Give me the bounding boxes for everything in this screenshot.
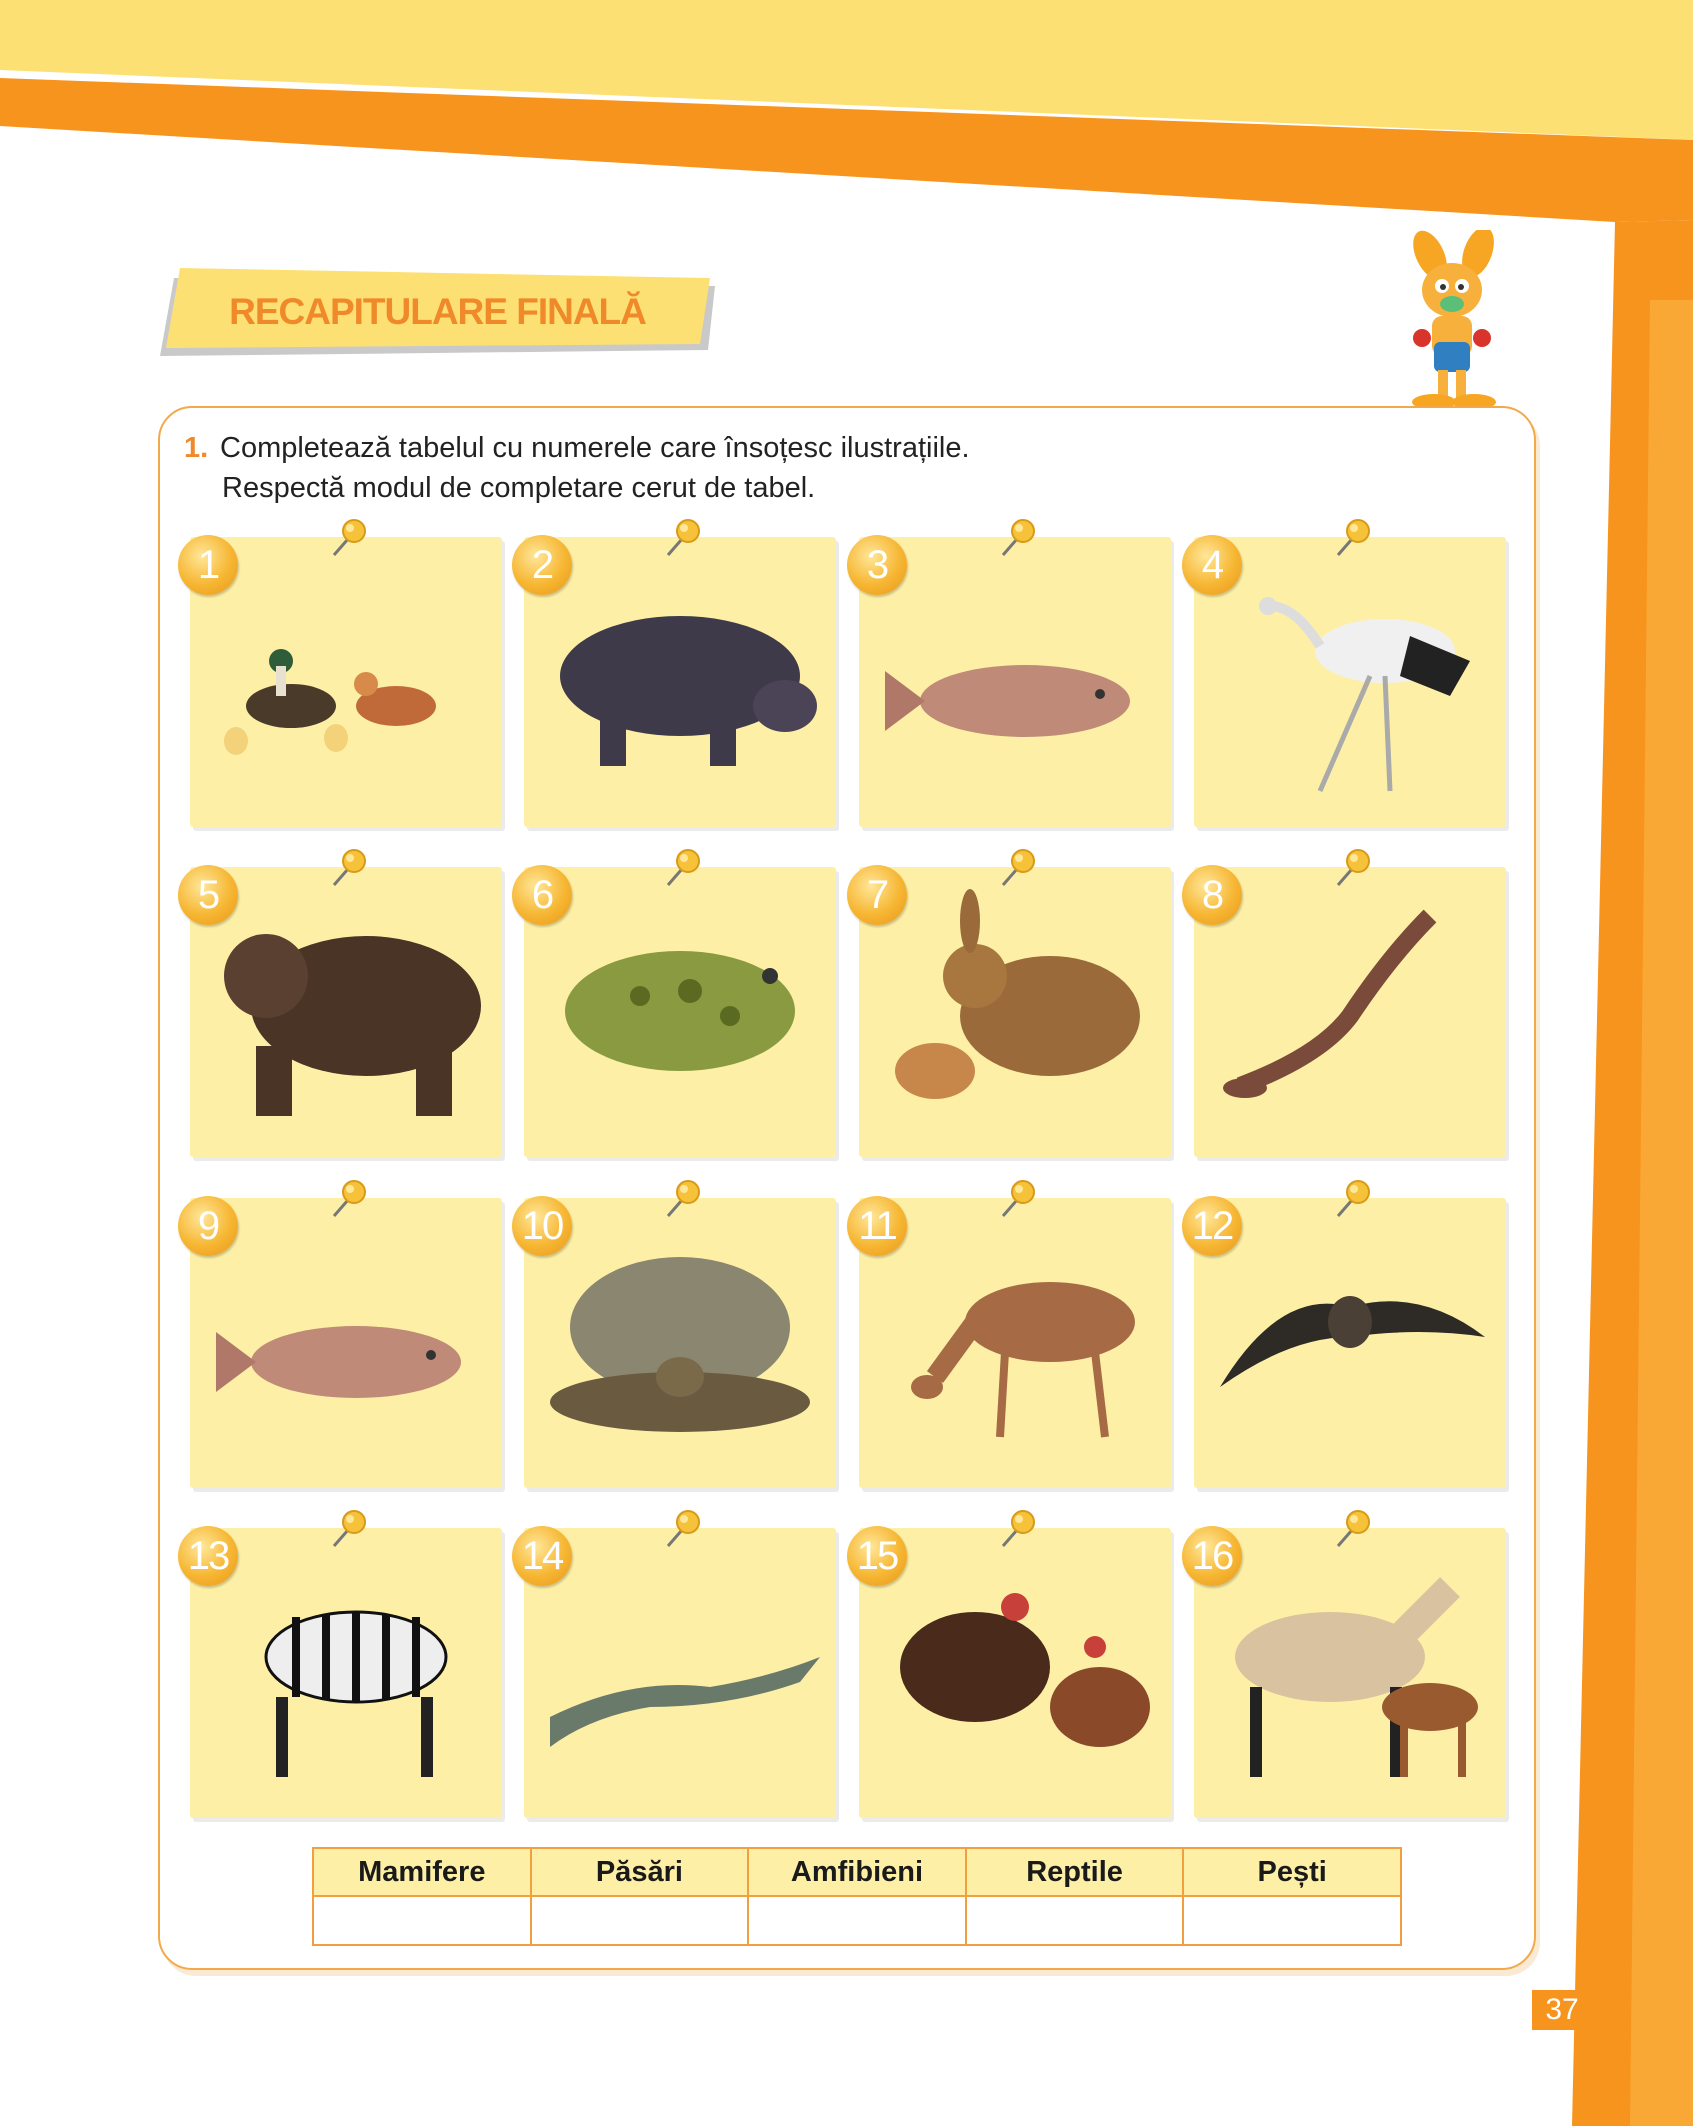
card-number-badge: 1	[178, 535, 238, 595]
card-number-badge: 8	[1182, 865, 1242, 925]
card-number-badge: 14	[512, 1526, 572, 1586]
animal-card	[190, 537, 502, 827]
card-number-badge: 4	[1182, 535, 1242, 595]
pushpin-icon	[1332, 1176, 1376, 1220]
card-number-badge: 9	[178, 1196, 238, 1256]
answer-cell-mammals[interactable]	[313, 1896, 531, 1945]
page-number: 37	[1545, 1993, 1579, 2026]
animal-card	[859, 1198, 1171, 1488]
task-number: 1.	[184, 432, 209, 464]
lizard-illustration	[1200, 885, 1500, 1147]
table-header-fish: Pești	[1183, 1848, 1401, 1896]
horses-illustration	[1200, 1546, 1500, 1808]
card-number-badge: 15	[847, 1526, 907, 1586]
card-number-badge: 3	[847, 535, 907, 595]
animal-card	[1194, 1528, 1506, 1818]
crocodile-illustration	[530, 1546, 830, 1808]
pushpin-icon	[662, 845, 706, 889]
card-number-badge: 6	[512, 865, 572, 925]
animal-card	[859, 867, 1171, 1157]
deer-illustration	[865, 1216, 1165, 1478]
pushpin-icon	[1332, 845, 1376, 889]
pushpin-icon	[662, 515, 706, 559]
table-header-reptiles: Reptile	[966, 1848, 1184, 1896]
pushpin-icon	[662, 1506, 706, 1550]
animal-card	[1194, 867, 1506, 1157]
tortoise-illustration	[530, 1216, 830, 1478]
pushpin-icon	[328, 1176, 372, 1220]
vulture-illustration	[1200, 1216, 1500, 1478]
turkeys-illustration	[865, 1546, 1165, 1808]
mascot-bunny-icon	[1390, 230, 1520, 415]
animal-card	[1194, 1198, 1506, 1488]
toad-illustration	[530, 885, 830, 1147]
ducks-illustration	[196, 555, 496, 817]
animal-card	[190, 867, 502, 1157]
animal-card	[190, 1198, 502, 1488]
task-instructions	[184, 428, 1484, 508]
section-title: RECAPITULARE FINALĂ	[229, 291, 646, 332]
card-number-badge: 7	[847, 865, 907, 925]
pushpin-icon	[1332, 515, 1376, 559]
animal-card	[859, 1528, 1171, 1818]
animal-card	[859, 537, 1171, 827]
card-number-badge: 10	[512, 1196, 572, 1256]
pushpin-icon	[328, 515, 372, 559]
section-banner	[160, 268, 715, 356]
pushpin-icon	[328, 1506, 372, 1550]
animal-card	[1194, 537, 1506, 827]
hippopotamus-illustration	[530, 555, 830, 817]
task-line-2: Respectă modul de completare cerut de tabel.	[222, 472, 816, 504]
animal-card	[524, 537, 836, 827]
fish-illustration	[196, 1216, 496, 1478]
pushpin-icon	[1332, 1506, 1376, 1550]
pushpin-icon	[328, 845, 372, 889]
pushpin-icon	[997, 1506, 1041, 1550]
rabbits-illustration	[865, 885, 1165, 1147]
answer-cell-reptiles[interactable]	[966, 1896, 1184, 1945]
zebras-illustration	[196, 1546, 496, 1808]
crane-illustration	[1200, 555, 1500, 817]
card-number-badge: 11	[847, 1196, 907, 1256]
animal-card	[524, 1198, 836, 1488]
pushpin-icon	[662, 1176, 706, 1220]
animal-card	[524, 867, 836, 1157]
classification-table	[312, 1847, 1402, 1946]
animal-card	[524, 1528, 836, 1818]
card-number-badge: 13	[178, 1526, 238, 1586]
fish-illustration	[865, 555, 1165, 817]
task-line-1: Completează tabelul cu numerele care însoțesc ilustrațiile.	[220, 432, 970, 464]
bear-illustration	[196, 885, 496, 1147]
table-header-birds: Păsări	[531, 1848, 749, 1896]
pushpin-icon	[997, 515, 1041, 559]
answer-cell-fish[interactable]	[1183, 1896, 1401, 1945]
card-number-badge: 2	[512, 535, 572, 595]
animal-card	[190, 1528, 502, 1818]
table-row	[313, 1896, 1401, 1945]
card-number-badge: 16	[1182, 1526, 1242, 1586]
table-header-amphibians: Amfibieni	[748, 1848, 966, 1896]
card-number-badge: 12	[1182, 1196, 1242, 1256]
pushpin-icon	[997, 845, 1041, 889]
pushpin-icon	[997, 1176, 1041, 1220]
answer-cell-birds[interactable]	[531, 1896, 749, 1945]
table-header-row	[313, 1848, 1401, 1896]
table-header-mammals: Mamifere	[313, 1848, 531, 1896]
card-number-badge: 5	[178, 865, 238, 925]
answer-cell-amphibians[interactable]	[748, 1896, 966, 1945]
